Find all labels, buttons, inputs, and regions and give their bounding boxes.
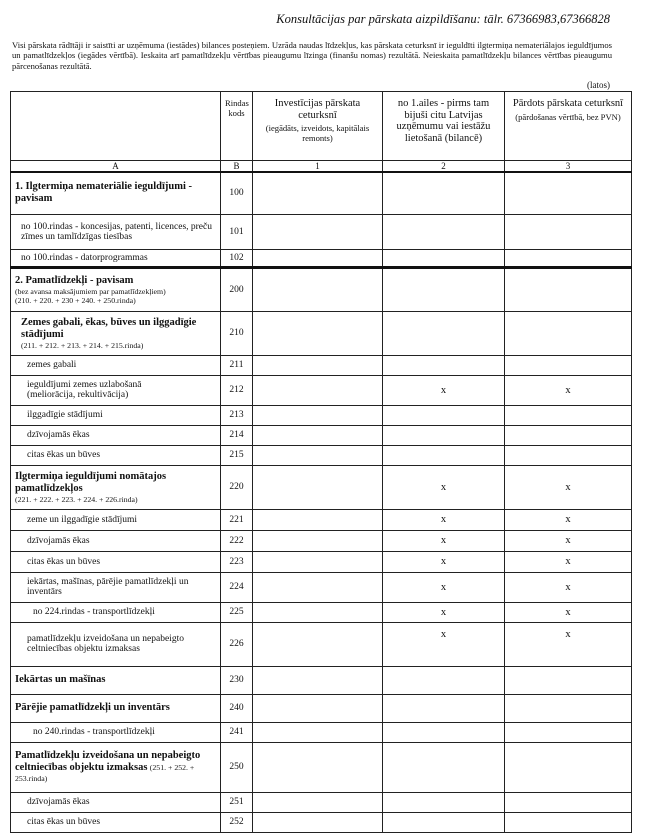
- cell-col3[interactable]: [505, 792, 632, 812]
- table-row: [11, 445, 632, 465]
- table-row: [11, 622, 632, 666]
- investments-table: [10, 91, 632, 833]
- row-code: 222: [221, 530, 253, 551]
- header-col2: [383, 92, 505, 161]
- cell-col1[interactable]: [253, 792, 383, 812]
- cell-col3[interactable]: [505, 355, 632, 375]
- cell-col2-x: x: [383, 509, 505, 530]
- row-code: 210: [221, 311, 253, 355]
- cell-col1[interactable]: [253, 530, 383, 551]
- cell-col1[interactable]: [253, 267, 383, 311]
- cell-col1[interactable]: [253, 694, 383, 722]
- cell-col1[interactable]: [253, 311, 383, 355]
- row-label: 2. Pamatlīdzekļi - pavisam: [15, 274, 134, 286]
- cell-col1[interactable]: [253, 375, 383, 405]
- table-row: [11, 602, 632, 622]
- row-code: 226: [221, 622, 253, 666]
- cell-col3[interactable]: [505, 742, 632, 792]
- col-letter-a: A: [11, 161, 221, 173]
- cell-col2[interactable]: [383, 445, 505, 465]
- row-code: 250: [221, 742, 253, 792]
- cell-col3[interactable]: [505, 172, 632, 214]
- table-header-row: [11, 92, 632, 161]
- row-label-group: [11, 267, 221, 311]
- table-row: [11, 405, 632, 425]
- cell-col1[interactable]: [253, 405, 383, 425]
- row-label: no 100.rindas - datorprogrammas: [11, 249, 221, 267]
- row-code: 221: [221, 509, 253, 530]
- cell-col3[interactable]: [505, 666, 632, 694]
- cell-col2[interactable]: [383, 311, 505, 355]
- cell-col1[interactable]: [253, 622, 383, 666]
- cell-col3[interactable]: [505, 694, 632, 722]
- header-col1: [253, 92, 383, 161]
- cell-col3[interactable]: [505, 311, 632, 355]
- cell-col1[interactable]: [253, 249, 383, 267]
- cell-col3-x: x: [505, 551, 632, 572]
- row-label: dzīvojamās ēkas: [11, 425, 221, 445]
- row-code: 251: [221, 792, 253, 812]
- row-code: 215: [221, 445, 253, 465]
- table-row: [11, 214, 632, 249]
- col-number-3: 3: [505, 161, 632, 173]
- instructions-paragraph: Visi pārskata rādītāji ir saistīti ar uzņēmuma (iestādes) bilances posteņiem. Uzrāda naudas līdzekļus, kas pārskata ceturksnī ir ieguldīti ilgtermiņa nemateriālajos ieguldījumos un pamatlīdzekļos (iegādes vērtībā). Ieskaita arī pamatlīdzekļu vērtības pieaugumu līzinga (finanšu nomas) rezultātā. Neieskaita pamatlīdzekļu bilances vērtības pieaugumu pārcenošanas rezultātā.: [12, 40, 612, 71]
- cell-col2-x: x: [383, 572, 505, 602]
- table-row: [11, 249, 632, 267]
- row-label: no 240.rindas - transportlīdzekļi: [11, 722, 221, 742]
- row-label: ieguldījumi zemes uzlabošanā: [27, 380, 142, 390]
- cell-col2[interactable]: [383, 812, 505, 832]
- col-number-2: 2: [383, 161, 505, 173]
- cell-col2[interactable]: [383, 694, 505, 722]
- cell-col2-x: x: [383, 622, 505, 666]
- row-label: ilggadīgie stādījumi: [11, 405, 221, 425]
- cell-col3-x: x: [505, 602, 632, 622]
- table-row: [11, 792, 632, 812]
- row-code: 230: [221, 666, 253, 694]
- row-code: 240: [221, 694, 253, 722]
- row-label: Pamatlīdzekļu izveidošana un nepabeigto celtniecības objektu izmaksas: [15, 750, 201, 773]
- cell-col3-x: x: [505, 530, 632, 551]
- cell-col1[interactable]: [253, 602, 383, 622]
- table-row: [11, 267, 632, 311]
- cell-col2[interactable]: [383, 267, 505, 311]
- cell-col1[interactable]: [253, 465, 383, 509]
- row-formula: (221. + 222. + 223. + 224. + 226.rinda): [15, 494, 138, 504]
- row-code: 102: [221, 249, 253, 267]
- row-code: 225: [221, 602, 253, 622]
- table-row: [11, 172, 632, 214]
- header-col2-title: no 1.ailes - pirms tam bijuši citu Latvijas uzņēmumu vai iestāžu lietošanā (bilancē): [396, 98, 491, 144]
- cell-col3[interactable]: [505, 405, 632, 425]
- cell-col1[interactable]: [253, 551, 383, 572]
- header-row-code: Rindas kods: [221, 92, 253, 161]
- row-label: dzīvojamās ēkas: [11, 792, 221, 812]
- cell-col3-x: x: [505, 509, 632, 530]
- cell-col3-x: x: [505, 375, 632, 405]
- consultation-phone-header: Konsultācijas par pārskata aizpildīšanu: tālr. 67366983,67366828: [276, 12, 610, 26]
- table-row: [11, 722, 632, 742]
- cell-col2-x: x: [383, 375, 505, 405]
- cell-col1[interactable]: [253, 172, 383, 214]
- cell-col1[interactable]: [253, 572, 383, 602]
- row-label: dzīvojamās ēkas: [11, 530, 221, 551]
- row-label: zeme un ilggadīgie stādījumi: [11, 509, 221, 530]
- row-code: 213: [221, 405, 253, 425]
- cell-col1[interactable]: [253, 355, 383, 375]
- row-code: 101: [221, 214, 253, 249]
- row-code: 100: [221, 172, 253, 214]
- row-formula: (210. + 220. + 230 + 240. + 250.rinda): [15, 295, 136, 305]
- cell-col2[interactable]: [383, 405, 505, 425]
- cell-col3[interactable]: [505, 445, 632, 465]
- table-row: [11, 572, 632, 602]
- header-col3: [505, 92, 632, 161]
- row-code: 200: [221, 267, 253, 311]
- row-code: 212: [221, 375, 253, 405]
- table-row: [11, 509, 632, 530]
- cell-col2[interactable]: [383, 666, 505, 694]
- row-formula: (211. + 212. + 213. + 214. + 215.rinda): [21, 340, 144, 350]
- row-code: 223: [221, 551, 253, 572]
- row-label: pamatlīdzekļu izveidošana un nepabeigto celtniecības objektu izmaksas: [11, 622, 221, 666]
- table-row: [11, 742, 632, 792]
- table-row: [11, 551, 632, 572]
- cell-col3[interactable]: [505, 812, 632, 832]
- row-label-group: [11, 742, 221, 792]
- row-label-group: [11, 375, 221, 405]
- table-row: [11, 666, 632, 694]
- cell-col2[interactable]: [383, 742, 505, 792]
- table-row: [11, 694, 632, 722]
- row-code: 252: [221, 812, 253, 832]
- column-letters-row: [11, 161, 632, 173]
- cell-col2-x: x: [383, 551, 505, 572]
- cell-col2[interactable]: [383, 214, 505, 249]
- cell-col1[interactable]: [253, 742, 383, 792]
- row-label: citas ēkas un būves: [11, 445, 221, 465]
- cell-col1[interactable]: [253, 509, 383, 530]
- row-code: 211: [221, 355, 253, 375]
- row-label: Iekārtas un mašīnas: [11, 666, 221, 694]
- row-label-group: [11, 465, 221, 509]
- cell-col2[interactable]: [383, 792, 505, 812]
- header-col3-note: (pārdošanas vērtībā, bez PVN): [515, 111, 621, 122]
- row-label: no 224.rindas - transportlīdzekļi: [11, 602, 221, 622]
- cell-col3[interactable]: [505, 249, 632, 267]
- header-col1-title: Investīcijas pārskata ceturksnī: [274, 98, 361, 121]
- table-row: [11, 530, 632, 551]
- cell-col1[interactable]: [253, 214, 383, 249]
- row-label: Ilgtermiņa ieguldījumi nomātajos pamatlīdzekļos: [15, 470, 167, 494]
- row-note: (bez avansa maksājumiem par pamatlīdzekļiem): [15, 286, 166, 296]
- cell-col3[interactable]: [505, 722, 632, 742]
- cell-col3-x: x: [505, 465, 632, 509]
- currency-unit: (latos): [587, 80, 610, 90]
- cell-col2-x: x: [383, 602, 505, 622]
- cell-col3-x: x: [505, 572, 632, 602]
- row-label-group: [11, 311, 221, 355]
- row-label: 1. Ilgtermiņa nemateriālie ieguldījumi - pavisam: [11, 172, 221, 214]
- row-label: zemes gabali: [11, 355, 221, 375]
- row-label: citas ēkas un būves: [11, 551, 221, 572]
- row-code: 220: [221, 465, 253, 509]
- table-row: [11, 465, 632, 509]
- cell-col3[interactable]: [505, 214, 632, 249]
- header-blank: [11, 92, 221, 161]
- row-label: citas ēkas un būves: [11, 812, 221, 832]
- row-note: (meliorācija, rekultivācija): [27, 390, 129, 400]
- cell-col3[interactable]: [505, 425, 632, 445]
- cell-col1[interactable]: [253, 722, 383, 742]
- cell-col2-x: x: [383, 530, 505, 551]
- row-label: Zemes gabali, ēkas, būves un ilggadīgie stādījumi: [21, 316, 197, 340]
- header-col1-note: (iegādāts, izveidots, kapitālais remonts): [265, 123, 370, 143]
- row-label: Pārējie pamatlīdzekļi un inventārs: [11, 694, 221, 722]
- table-row: [11, 812, 632, 832]
- table-row: [11, 425, 632, 445]
- cell-col2[interactable]: [383, 722, 505, 742]
- header-col3-title: Pārdots pārskata ceturksnī: [512, 98, 624, 109]
- cell-col1[interactable]: [253, 445, 383, 465]
- cell-col2[interactable]: [383, 355, 505, 375]
- cell-col3[interactable]: [505, 267, 632, 311]
- cell-col1[interactable]: [253, 666, 383, 694]
- cell-col2[interactable]: [383, 249, 505, 267]
- table-row: [11, 355, 632, 375]
- row-label: no 100.rindas - koncesijas, patenti, licences, preču zīmes un tamlīdzīgas tiesības: [11, 214, 221, 249]
- row-code: 241: [221, 722, 253, 742]
- row-formula: (251. + 252. + 253.rinda): [15, 763, 195, 783]
- col-letter-b: B: [221, 161, 253, 173]
- row-code: 224: [221, 572, 253, 602]
- cell-col2-x: x: [383, 465, 505, 509]
- table-row: [11, 311, 632, 355]
- cell-col2[interactable]: [383, 172, 505, 214]
- row-label: iekārtas, mašīnas, pārējie pamatlīdzekļi un inventārs: [11, 572, 221, 602]
- cell-col1[interactable]: [253, 812, 383, 832]
- cell-col3-x: x: [505, 622, 632, 666]
- col-number-1: 1: [253, 161, 383, 173]
- row-code: 214: [221, 425, 253, 445]
- cell-col2[interactable]: [383, 425, 505, 445]
- cell-col1[interactable]: [253, 425, 383, 445]
- table-row: [11, 375, 632, 405]
